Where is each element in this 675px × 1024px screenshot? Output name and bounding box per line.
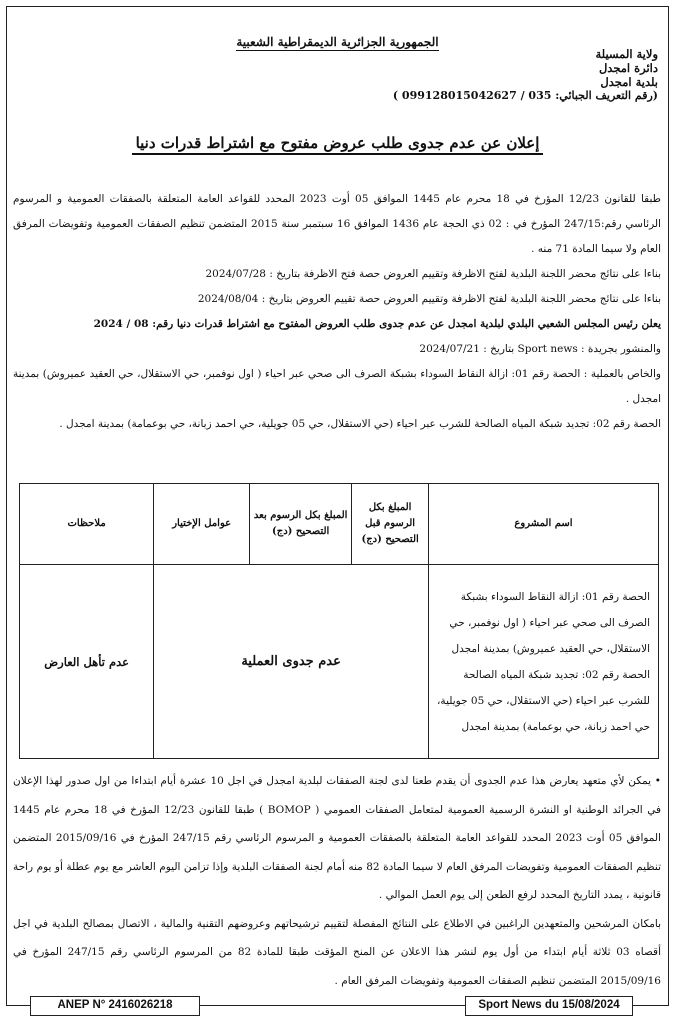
project-cell xyxy=(428,565,658,759)
anep-number: ANEP N° 2416026218 xyxy=(30,996,200,1016)
header-remarks: ملاحظات xyxy=(20,484,154,565)
row-lot-2: الحصة رقم 02: تجديد شبكة المياه الصالحة للشرب عبر احياء (حي الاستقلال، حي 05 جويلية، حي احمد زبانة، حي بوعمامة) بمدينة امجدل xyxy=(437,668,650,733)
header-criteria: عوامل الإختيار xyxy=(154,484,250,565)
status-cell: عدم جدوى العملية xyxy=(154,565,429,759)
legal-reference: طبقا للقانون 12/23 المؤرخ في 18 محرم عام 1445 الموافق 05 أوت 2023 المحدد للقواعد العامة المتعلقة بالصفقات العمومية و المرسوم الرئاسي رقم:247/15 المؤرخ في : 02 ذي الحجة عام 1436 الموافق 16 سبتمبر سنة 2015 المتضمن تنظيم الصفقات العمومية وتفويضات المرفق العام ولا سيما المادة 71 منه . xyxy=(13,193,661,255)
header-amount-before: المبلغ بكل الرسوم قبل التصحيح (دج) xyxy=(352,484,429,565)
remark-cell: عدم تأهل العارض xyxy=(20,565,154,759)
row-lot-1: الحصة رقم 01: ازالة النقاط السوداء بشبكة الصرف الى صحي عبر احياء ( اول نوفمبر، حي الاستقلال، حي العقيد عميروش) بمدينة امجدل xyxy=(449,590,650,655)
lot-1-description: والخاص بالعملية : الحصة رقم 01: ازالة النقاط السوداء بشبكة الصرف الى صحي عبر احياء ( اول نوفمبر، حي الاستقلال، حي العقيد عميروش) بمدينة امجدل . xyxy=(13,368,661,405)
document-page xyxy=(6,6,669,1006)
results-table xyxy=(19,483,659,759)
republic-heading: الجمهورية الجزائرية الديمقراطية الشعبية xyxy=(236,35,439,49)
opening-minutes: بناءا على نتائج محضر اللجنة البلدية لفتح الاظرفة وتقييم العروض حصة فتح الاظرفة بتاريخ : 2024/07/28 xyxy=(205,268,661,280)
header-amount-after: المبلغ بكل الرسوم بعد التصحيح (دج) xyxy=(250,484,352,565)
lot-2-description: الحصة رقم 02: تجديد شبكة المياه الصالحة للشرب عبر احياء (حي الاستقلال، حي 05 جويلية، حي احمد زبانة، حي بوعمامة) بمدينة امجدل . xyxy=(59,418,661,430)
table-header-row xyxy=(20,484,659,565)
announcement-body xyxy=(13,187,661,437)
daira-line: دائرة امجدل xyxy=(598,61,658,75)
contact-note: بامكان المرشحين والمتعهدين الراغبين في الاطلاع على النتائج المفصلة لتقييم ترشيحاتهم وعروضهم التقنية والمالية ، الاتصال بمصالح البلدية في اجل أقصاه 03 ثلاثة أيام ابتداء من أول يوم لنشر هذا الاعلان عن المنح المؤقت طبقا للمادة 82 من المرسوم الرئاسي رقم 247/15 المؤرخ في 2015/09/16 المتضمن تنظيم الصفقات العمومية وتفويضات المرفق العام . xyxy=(13,917,661,987)
evaluation-minutes: بناءا على نتائج محضر اللجنة البلدية لفتح الاظرفة وتقييم العروض حصة تقييم العروض بتاريخ : 2024/08/04 xyxy=(197,293,661,305)
header-project: اسم المشروع xyxy=(428,484,658,565)
fiscal-id-line: (رقم التعريف الجبائي: 035 / 099128015042627 ) xyxy=(392,89,658,102)
announcement-title: إعلان عن عدم جدوى طلب عروض مفتوح مع اشتراط قدرات دنيا xyxy=(7,134,668,152)
newspaper-reference: Sport News du 15/08/2024 xyxy=(465,996,633,1016)
wilaya-line: ولاية المسيلة xyxy=(595,47,658,61)
announcement-statement: يعلن رئيس المجلس الشعبي البلدي لبلدية امجدل عن عدم جدوى طلب العروض المفتوح مع اشتراط قدرات دنيا رقم: 08 / 2024 xyxy=(93,318,661,330)
appeal-note: • يمكن لأي متعهد يعارض هذا عدم الجدوى أن يقدم طعنا لدى لجنة الصفقات لبلدية امجدل في اجل 10 عشرة أيام ابتداءا من اول صدور لهذا الإعلان في الجرائد الوطنية او النشرة الرسمية العمومية لمتعامل الصفقات العمومي ( BOMOP ) طبقا للقانون 12/23 المؤرخ في 18 محرم عام 1445 الموافق 05 أوت 2023 المحدد للقواعد العامة المتعلقة بالصفقات العمومية و المرسوم الرئاسي رقم 247/15 المؤرخ في 2015/09/16 المتضمن تنظيم الصفقات العمومية وتفويضات المرفق العام لا سيما المادة 82 منه أمام لجنة الصفقات البلدية وإذا تزامن اليوم العاشر مع يوم عطلة أو يوم راحة قانونية ، يمدد التاريخ المحدد لرفع الطعن إلى يوم العمل الموالي . xyxy=(13,775,661,901)
commune-line: بلدية امجدل xyxy=(600,75,658,89)
notes-section xyxy=(13,767,661,995)
publication-line: والمنشور بجريدة : Sport news بتاريخ : 2024/07/21 xyxy=(419,343,661,355)
table-row xyxy=(20,565,659,759)
issuer-block xyxy=(378,47,658,103)
